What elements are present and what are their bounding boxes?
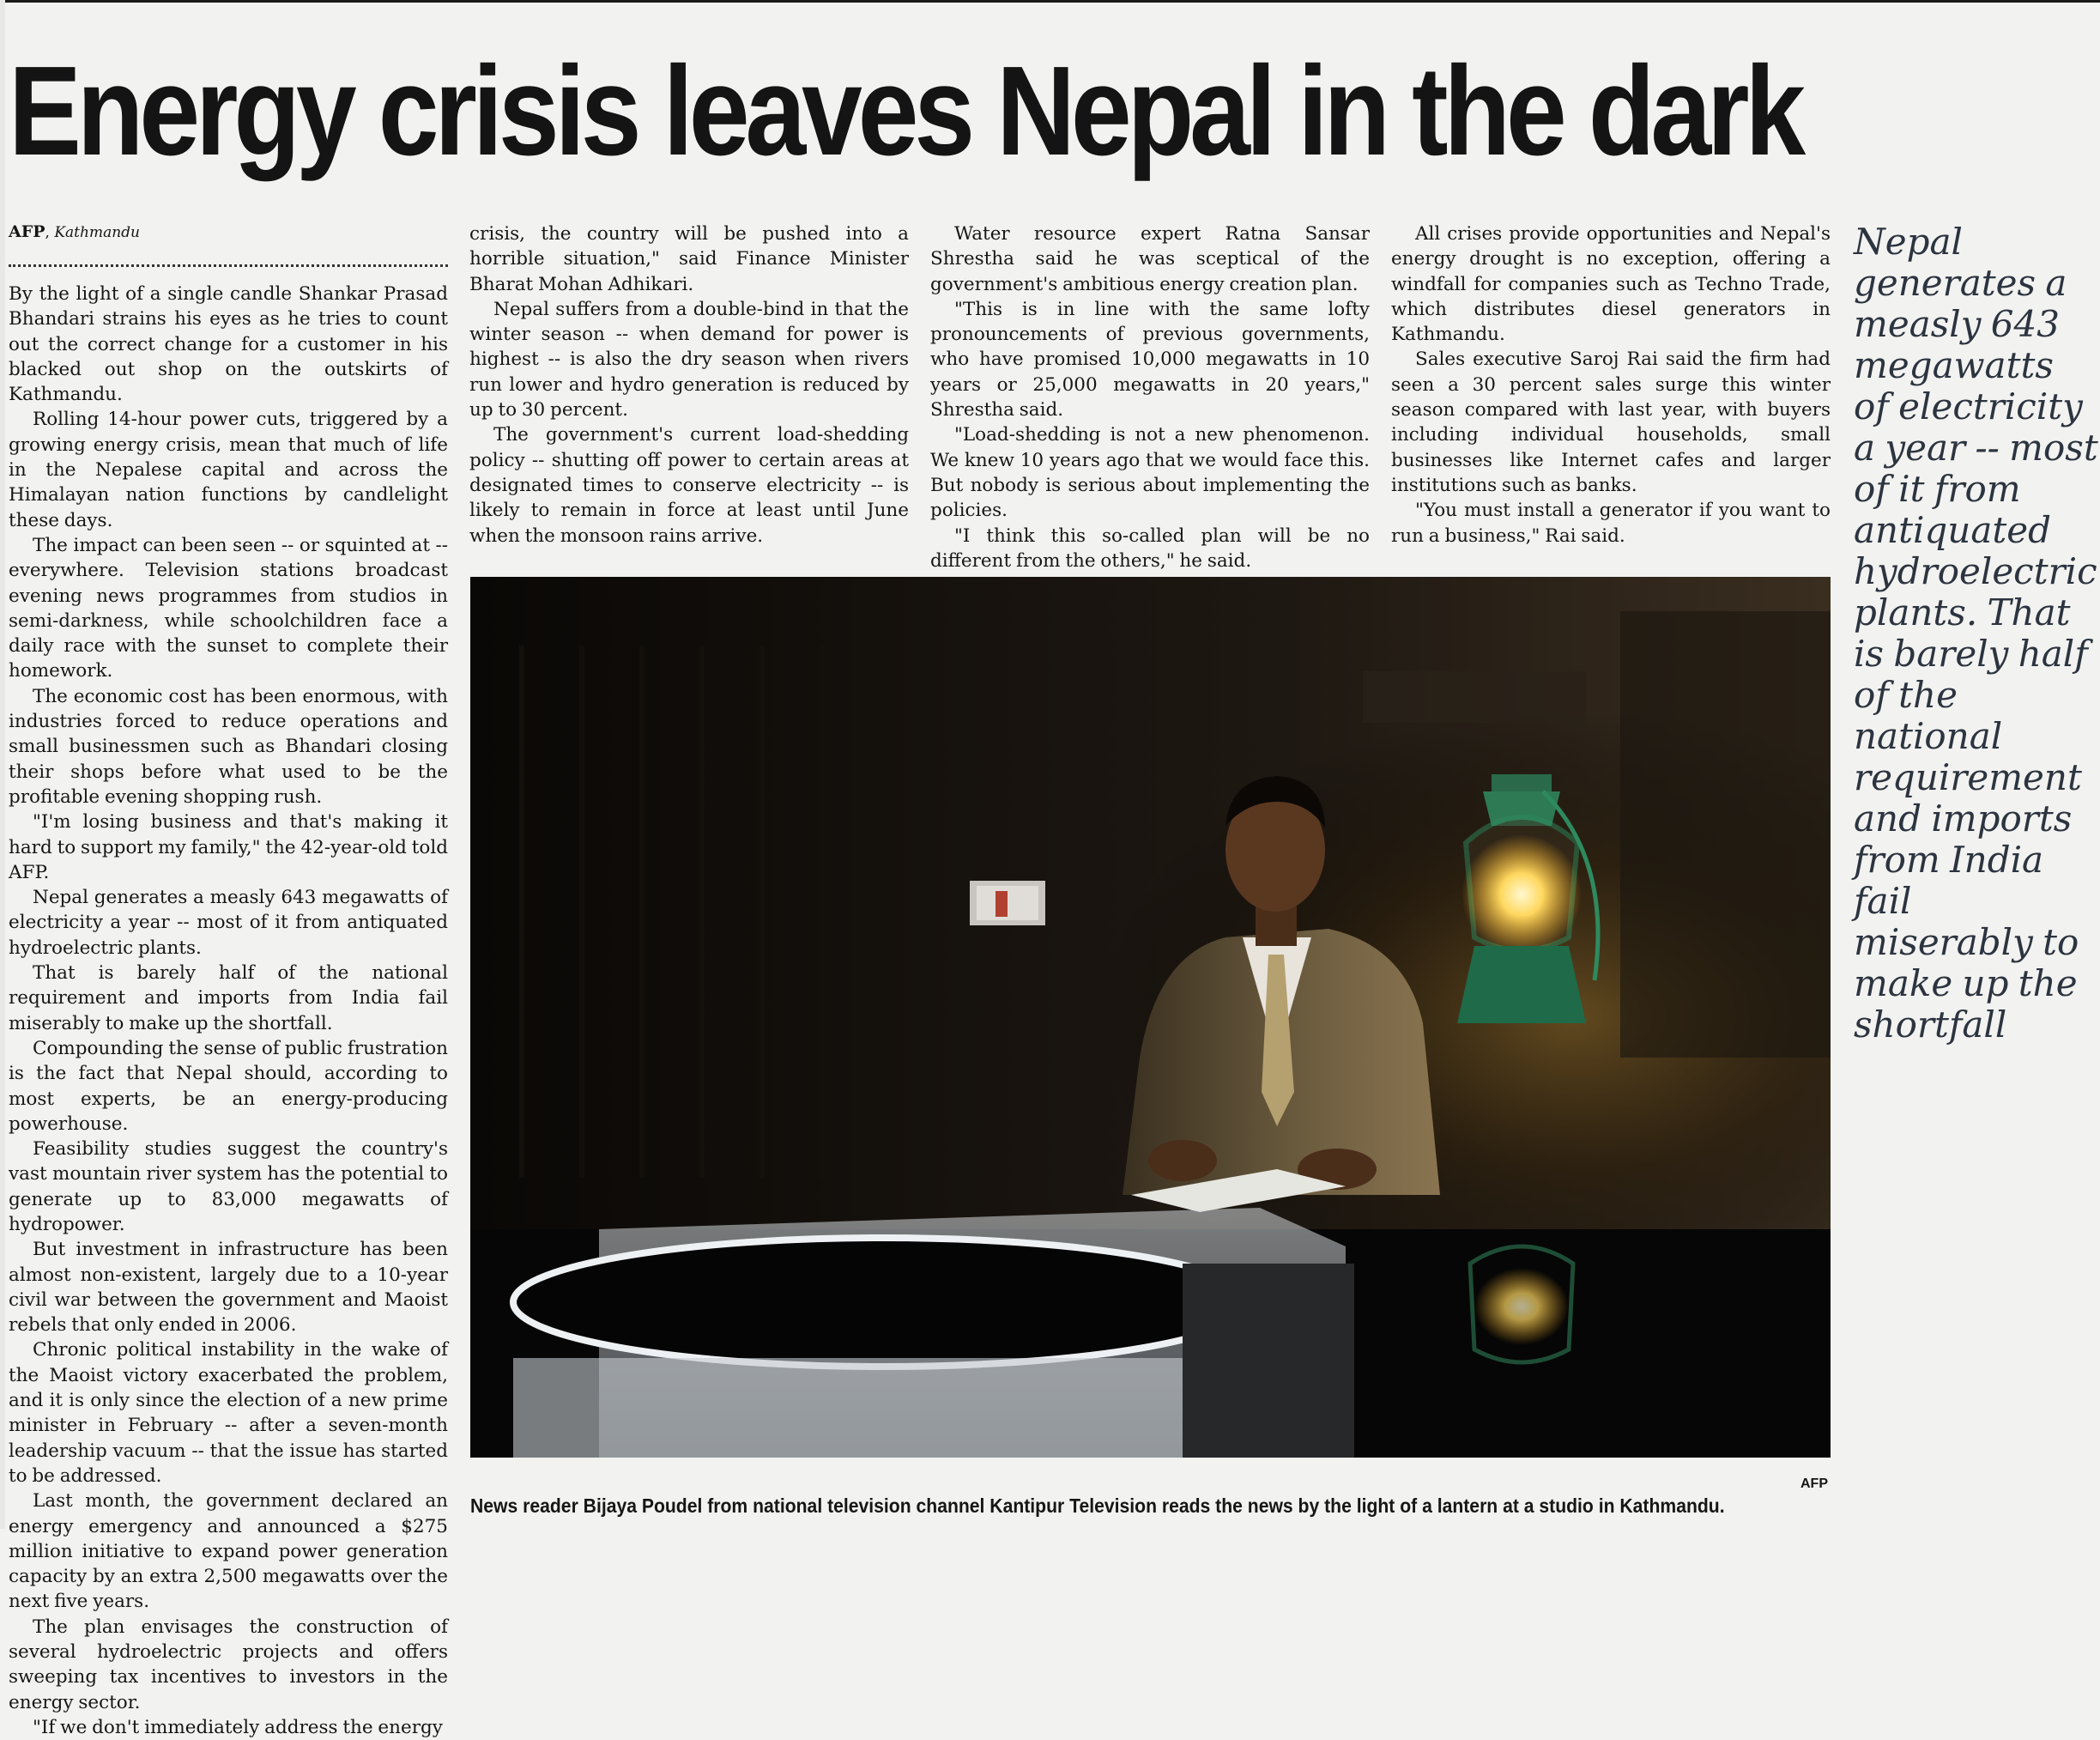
paragraph: "You must install a generator if you want to run a business," Rai said.	[1391, 500, 1831, 547]
paragraph: The economic cost has been enormous, with industries forced to reduce operations and small businessmen such as Bhandari closing their shops before what used to be the profitable evening shopping rush.	[9, 685, 448, 808]
article-column-2	[469, 221, 909, 556]
paragraph: crisis, the country will be pushed into a horrible situation," said Finance Minister Bharat Mohan Adhikari.	[469, 223, 909, 295]
paragraph: Last month, the government declared an energy emergency and announced a $275 million initiative to expand power generation capacity by an extra 2,500 megawatts over the next five years.	[9, 1490, 448, 1613]
pull-quote: Nepal generates a measly 643 megawatts of electricity a year -- most of it from antiquated hydroelectric plants. That is barely half of the national requirement and imports from India fail miserably to make up the shortfall	[1854, 221, 2098, 1046]
byline-place: Kathmandu	[54, 224, 140, 241]
byline-agency: AFP	[9, 222, 45, 241]
headline: Energy crisis leaves Nepal in the dark	[9, 40, 1801, 182]
paragraph: By the light of a single candle Shankar Prasad Bhandari strains his eyes as he tries to count out the correct change for a customer in his blacked out shop on the outskirts of Kathmandu.	[9, 283, 448, 406]
paragraph: All crises provide opportunities and Nepal's energy drought is no exception, offering a windfall for companies such as Techno Trade, which distributes diesel generators in Kathmandu.	[1391, 223, 1831, 346]
paragraph: The impact can been seen -- or squinted at -- everywhere. Television stations broadcast evening news programmes from studios in semi-darkness, while schoolchildren face a daily race with the sunset to complete their homework.	[9, 534, 448, 682]
paragraph: Chronic political instability in the wake of the Maoist victory exacerbated the problem, and it is only since the election of a new prime minister in February -- after a seven-month leadership vacuum -- that the issue has started to be addressed.	[9, 1339, 448, 1487]
paragraph: The government's current load-shedding policy -- shutting off power to certain areas at designated times to conserve electricity -- is likely to remain in force at least until June when the monsoon rains arrive.	[469, 424, 909, 547]
paragraph: Sales executive Saroj Rai said the firm had seen a 30 percent sales surge this winter season compared with last year, with buyers including individual households, small businesses like Internet cafes and larger institutions such as banks.	[1391, 349, 1831, 496]
paragraph: "I think this so-called plan will be no different from the others," he said.	[930, 524, 1370, 572]
paragraph: "This is in line with the same lofty pronouncements of previous governments, who have promised 10,000 megawatts in 10 years or 25,000 megawatts in 20 years," Shrestha said.	[930, 298, 1370, 421]
page-left-edge	[0, 0, 5, 1529]
paragraph: Nepal suffers from a double-bind in that the winter season -- when demand for power is highest -- is also the dry season when rivers run lower and hydro generation is reduced by up to 30 percent.	[469, 298, 909, 421]
paragraph: Water resource expert Ratna Sansar Shrestha said he was sceptical of the government's ambitious energy creation plan.	[930, 223, 1370, 295]
paragraph: "I'm losing business and that's making it hard to support my family," the 42-year-old told AFP.	[9, 811, 448, 883]
article-column-4	[1391, 221, 1831, 556]
paragraph: Feasibility studies suggest the country's vast mountain river system has the potential to generate up to 83,000 megawatts of hydropower.	[9, 1138, 448, 1235]
news-photo	[470, 577, 1831, 1458]
paragraph: "If we don't immediately address the energy	[33, 1716, 443, 1738]
article-column-1	[9, 282, 448, 1738]
paragraph: Rolling 14-hour power cuts, triggered by a growing energy crisis, mean that much of life in the Nepalese capital and across the Himalayan nation functions by candlelight these days.	[9, 409, 448, 531]
paragraph: Nepal generates a measly 643 megawatts of electricity a year -- most of it from antiquated hydroelectric plants.	[9, 887, 448, 959]
paragraph: The plan envisages the construction of several hydroelectric projects and offers sweeping tax incentives to investors in the energy sector.	[9, 1616, 448, 1713]
byline: AFP, Kathmandu	[9, 222, 140, 241]
photo-credit: AFP	[1800, 1476, 1828, 1491]
paragraph: Compounding the sense of public frustration is the fact that Nepal should, according to most experts, be an energy-producing powerhouse.	[9, 1037, 448, 1135]
top-rule	[5, 0, 2100, 3]
article-column-3	[930, 221, 1370, 572]
photo-illustration	[470, 577, 1831, 1458]
paragraph: That is barely half of the national requirement and imports from India fail miserably to make up the shortfall.	[9, 962, 448, 1034]
byline-divider	[9, 264, 448, 267]
paragraph: "Load-shedding is not a new phenomenon. We knew 10 years ago that we would face this. But nobody is serious about implementing the policies.	[930, 424, 1370, 522]
photo-caption: News reader Bijaya Poudel from national television channel Kantipur Television reads the news by the light of a lantern at a studio in Kathmandu.	[470, 1494, 1725, 1517]
paragraph: But investment in infrastructure has been almost non-existent, largely due to a 10-year civil war between the government and Maoist rebels that only ended in 2006.	[9, 1239, 448, 1337]
